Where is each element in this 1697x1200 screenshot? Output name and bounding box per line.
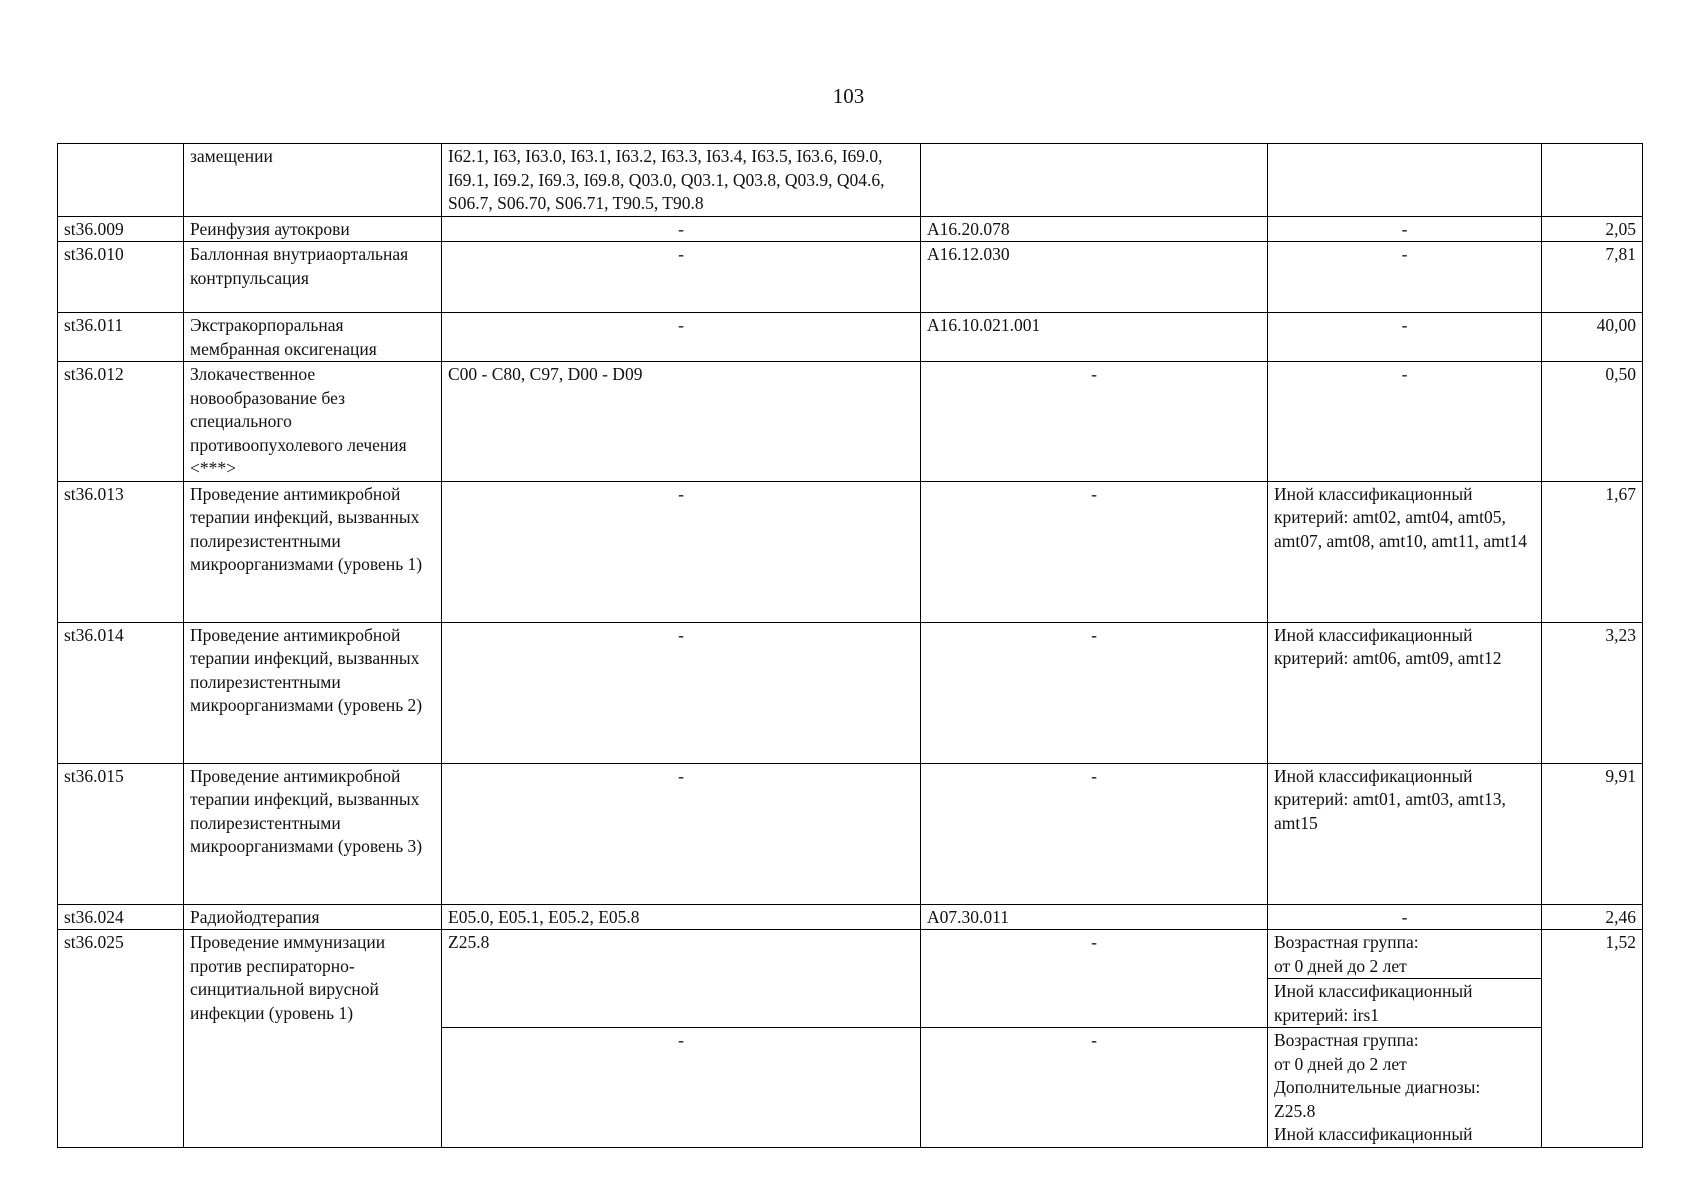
diagnoses-cell: E05.0, E05.1, E05.2, E05.8	[442, 904, 921, 930]
services-cell: A16.12.030	[921, 242, 1268, 313]
table-row	[58, 904, 1643, 930]
code-cell	[58, 144, 184, 217]
services-cell: -	[921, 362, 1268, 482]
code-cell: st36.009	[58, 216, 184, 242]
other-criteria-cell: Иной классификационный критерий: amt01, amt03, amt13, amt15	[1268, 763, 1542, 904]
diagnoses-cell: -	[442, 622, 921, 763]
diagnoses-cell: -	[442, 242, 921, 313]
table-row	[58, 622, 1643, 763]
tariff-table	[57, 143, 1643, 1148]
name-cell: Проведение антимикробной терапии инфекций, вызванных полирезистентными микроорганизмами (уровень 1)	[184, 481, 442, 622]
name-cell: Реинфузия аутокрови	[184, 216, 442, 242]
other-criteria-cell: -	[1268, 904, 1542, 930]
code-cell: st36.010	[58, 242, 184, 313]
coefficient-cell: 0,50	[1542, 362, 1643, 482]
table-row	[58, 216, 1643, 242]
coefficient-cell: 40,00	[1542, 313, 1643, 362]
name-cell: Проведение антимикробной терапии инфекций, вызванных полирезистентными микроорганизмами (уровень 2)	[184, 622, 442, 763]
diagnoses-cell: -	[442, 1028, 921, 1148]
name-cell: замещении	[184, 144, 442, 217]
services-cell	[921, 144, 1268, 217]
coefficient-cell: 9,91	[1542, 763, 1643, 904]
services-cell: -	[921, 1028, 1268, 1148]
services-cell: A07.30.011	[921, 904, 1268, 930]
services-cell: -	[921, 930, 1268, 1028]
diagnoses-cell: -	[442, 481, 921, 622]
table-row	[58, 144, 1643, 217]
other-criteria-cell: -	[1268, 313, 1542, 362]
diagnoses-cell: -	[442, 763, 921, 904]
coefficient-cell: 7,81	[1542, 242, 1643, 313]
table-row	[58, 313, 1643, 362]
services-cell: -	[921, 763, 1268, 904]
page-number: 103	[832, 84, 865, 108]
coefficient-cell: 1,67	[1542, 481, 1643, 622]
coefficient-cell	[1542, 144, 1643, 217]
name-cell: Экстракорпоральная мембранная оксигенация	[184, 313, 442, 362]
coefficient-cell: 1,52	[1542, 930, 1643, 1148]
services-cell: -	[921, 481, 1268, 622]
table-row	[58, 242, 1643, 313]
coefficient-cell: 3,23	[1542, 622, 1643, 763]
diagnoses-cell: -	[442, 216, 921, 242]
code-cell: st36.025	[58, 930, 184, 1148]
diagnoses-cell: C00 - C80, C97, D00 - D09	[442, 362, 921, 482]
services-cell: -	[921, 622, 1268, 763]
diagnoses-cell: -	[442, 313, 921, 362]
other-criteria-cell: Иной классификационный критерий: irs1	[1268, 979, 1542, 1028]
table-row	[58, 362, 1643, 482]
coefficient-cell: 2,05	[1542, 216, 1643, 242]
other-criteria-cell: -	[1268, 362, 1542, 482]
other-criteria-cell: Возрастная группа: от 0 дней до 2 лет Дополнительные диагнозы: Z25.8 Иной классификационный	[1268, 1028, 1542, 1148]
coefficient-cell: 2,46	[1542, 904, 1643, 930]
diagnoses-cell: Z25.8	[442, 930, 921, 1028]
other-criteria-cell: Иной классификационный критерий: amt06, amt09, amt12	[1268, 622, 1542, 763]
code-cell: st36.014	[58, 622, 184, 763]
code-cell: st36.013	[58, 481, 184, 622]
name-cell: Радиойодтерапия	[184, 904, 442, 930]
other-criteria-cell: Иной классификационный критерий: amt02, amt04, amt05, amt07, amt08, amt10, amt11, amt14	[1268, 481, 1542, 622]
name-cell: Проведение антимикробной терапии инфекций, вызванных полирезистентными микроорганизмами (уровень 3)	[184, 763, 442, 904]
code-cell: st36.015	[58, 763, 184, 904]
services-cell: A16.10.021.001	[921, 313, 1268, 362]
table-row	[58, 481, 1643, 622]
services-cell: A16.20.078	[921, 216, 1268, 242]
other-criteria-cell: -	[1268, 216, 1542, 242]
name-cell: Баллонная внутриаортальная контрпульсация	[184, 242, 442, 313]
name-cell: Проведение иммунизации против респираторно-синцитиальной вирусной инфекции (уровень 1)	[184, 930, 442, 1148]
other-criteria-cell: -	[1268, 242, 1542, 313]
code-cell: st36.024	[58, 904, 184, 930]
other-criteria-cell	[1268, 144, 1542, 217]
age-group-cell: Возрастная группа: от 0 дней до 2 лет	[1268, 930, 1542, 979]
diagnoses-cell: I62.1, I63, I63.0, I63.1, I63.2, I63.3, I63.4, I63.5, I63.6, I69.0, I69.1, I69.2, I69.3, I69.8, Q03.0, Q03.1, Q03.8, Q03.9, Q04.6, S06.7, S06.70, S06.71, T90.5, T90.8	[442, 144, 921, 217]
code-cell: st36.012	[58, 362, 184, 482]
name-cell: Злокачественное новообразование без специального противоопухолевого лечения <***>	[184, 362, 442, 482]
table-row	[58, 930, 1643, 979]
code-cell: st36.011	[58, 313, 184, 362]
table-row	[58, 763, 1643, 904]
